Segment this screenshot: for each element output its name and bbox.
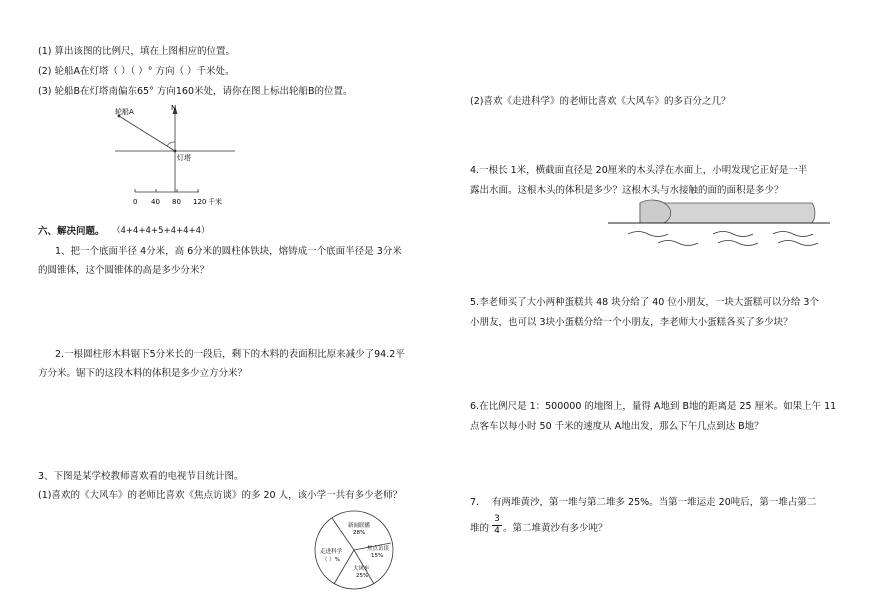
q7-line-1: 有两堆黄沙，第一堆与第二堆多 25%。当第一堆运走 20吨后，第一堆占第二 bbox=[492, 497, 817, 508]
wave-4 bbox=[658, 241, 698, 246]
q4-line-1: 4.一根长 1米，横截面直径是 20厘米的木头浮在水面上，小明发现它正好是一半 bbox=[470, 165, 808, 176]
map-question-2: (2) 轮船A在灯塔（ ）（ ）° 方向（ ）千米处。 bbox=[38, 66, 235, 77]
tv-program-pie-chart bbox=[312, 508, 396, 592]
map-question-3: (3) 轮船B在灯塔南偏东65° 方向160米处，请你在图上标出轮船B的位置。 bbox=[38, 86, 353, 97]
q7-fraction-denominator: 4 bbox=[494, 526, 500, 536]
scale-tick-80: 80 bbox=[172, 198, 181, 206]
q7-number: 7. bbox=[470, 497, 480, 508]
wave-3 bbox=[773, 232, 813, 237]
q3-sub-2: (2)喜欢《走进科学》的老师比喜欢《大风车》的多百分之几？ bbox=[470, 96, 731, 107]
wave-5 bbox=[718, 241, 758, 246]
pie-label-jiaodian: 焦点访谈 bbox=[367, 546, 390, 552]
lighthouse-label: 灯塔 bbox=[177, 154, 191, 162]
pie-value-zoujin: （ ）% bbox=[322, 557, 340, 563]
q5-line-1: 5.李老师买了大小两种蛋糕共 48 块分给了 40 位小朋友，一块大蛋糕可以分给 3个 bbox=[470, 297, 819, 308]
scale-tick-40: 40 bbox=[151, 198, 160, 206]
q7-fraction bbox=[492, 514, 502, 537]
q1-line-1: 1、把一个底面半径 4分米，高 6分米的圆柱体铁块，熔铸成一个底面半径是 3分米 bbox=[55, 246, 402, 257]
q6-line-2: 点客车以每小时 50 千米的速度从 A地出发，那么下午几点到达 B地？ bbox=[470, 421, 764, 432]
wave-6 bbox=[778, 241, 818, 246]
scale-unit: 千米 bbox=[208, 198, 222, 206]
q5-line-2: 小朋友，也可以 3块小蛋糕分给一个小朋友，李老师大小蛋糕各买了多少块？ bbox=[470, 317, 793, 328]
ship-a-direction-line bbox=[119, 116, 175, 151]
q6-line-1: 6.在比例尺是 1：500000 的地图上，量得 A地到 B地的距离是 25 厘米。如果上午 11 bbox=[470, 401, 837, 412]
q7-fraction-numerator: 3 bbox=[494, 514, 500, 524]
section-6-points: （4+4+4+5+4+4+4） bbox=[112, 226, 210, 236]
q3-sub-1: (1)喜欢的《大风车》的老师比喜欢《焦点访谈》的多 20 人，该小学一共有多少老师？ bbox=[38, 490, 403, 501]
q1-line-2: 的圆锥体，这个圆锥体的高是多少分米？ bbox=[38, 265, 210, 276]
floating-log-illustration bbox=[598, 197, 833, 252]
scale-tick-120: 120 bbox=[193, 198, 207, 206]
q4-line-2: 露出水面。这根木头的体积是多少？这根木头与水接触的面的面积是多少？ bbox=[470, 185, 784, 196]
ship-a-label: 轮船A bbox=[115, 108, 134, 116]
q7-line-2-post: 。第二堆黄沙有多少吨？ bbox=[503, 523, 608, 534]
map-question-1: (1) 算出该图的比例尺，填在上图相应的位置。 bbox=[38, 46, 235, 57]
lighthouse-point bbox=[174, 150, 177, 153]
section-6-title: 六、解决问题。 bbox=[38, 226, 105, 237]
pie-value-jiaodian: 15% bbox=[371, 553, 384, 559]
q2-line-1: 2.一根圆柱形木料锯下5分米长的一段后，剩下的木料的表面积比原来减少了94.2平 bbox=[55, 349, 405, 360]
pie-label-xinwen: 新闻联播 bbox=[348, 523, 371, 529]
q7-line-2-pre: 堆的 bbox=[470, 523, 490, 534]
pie-value-xinwen: 28% bbox=[353, 530, 366, 536]
pie-label-dafengche: 大风车 bbox=[353, 566, 370, 572]
north-label: N bbox=[171, 104, 177, 112]
q3-line-1: 3、下图是某学校教师喜欢看的电视节目统计图。 bbox=[38, 471, 244, 482]
scale-tick-0: 0 bbox=[133, 198, 138, 206]
lighthouse-map bbox=[105, 100, 240, 210]
q2-line-2: 方分米。锯下的这段木料的体积是多少立方分米？ bbox=[38, 368, 248, 379]
wave-2 bbox=[713, 232, 753, 237]
pie-label-zoujin: 走进科学 bbox=[320, 549, 343, 555]
pie-value-dafengche: 25% bbox=[356, 573, 369, 579]
wave-1 bbox=[628, 232, 668, 237]
angle-arc bbox=[167, 142, 175, 146]
